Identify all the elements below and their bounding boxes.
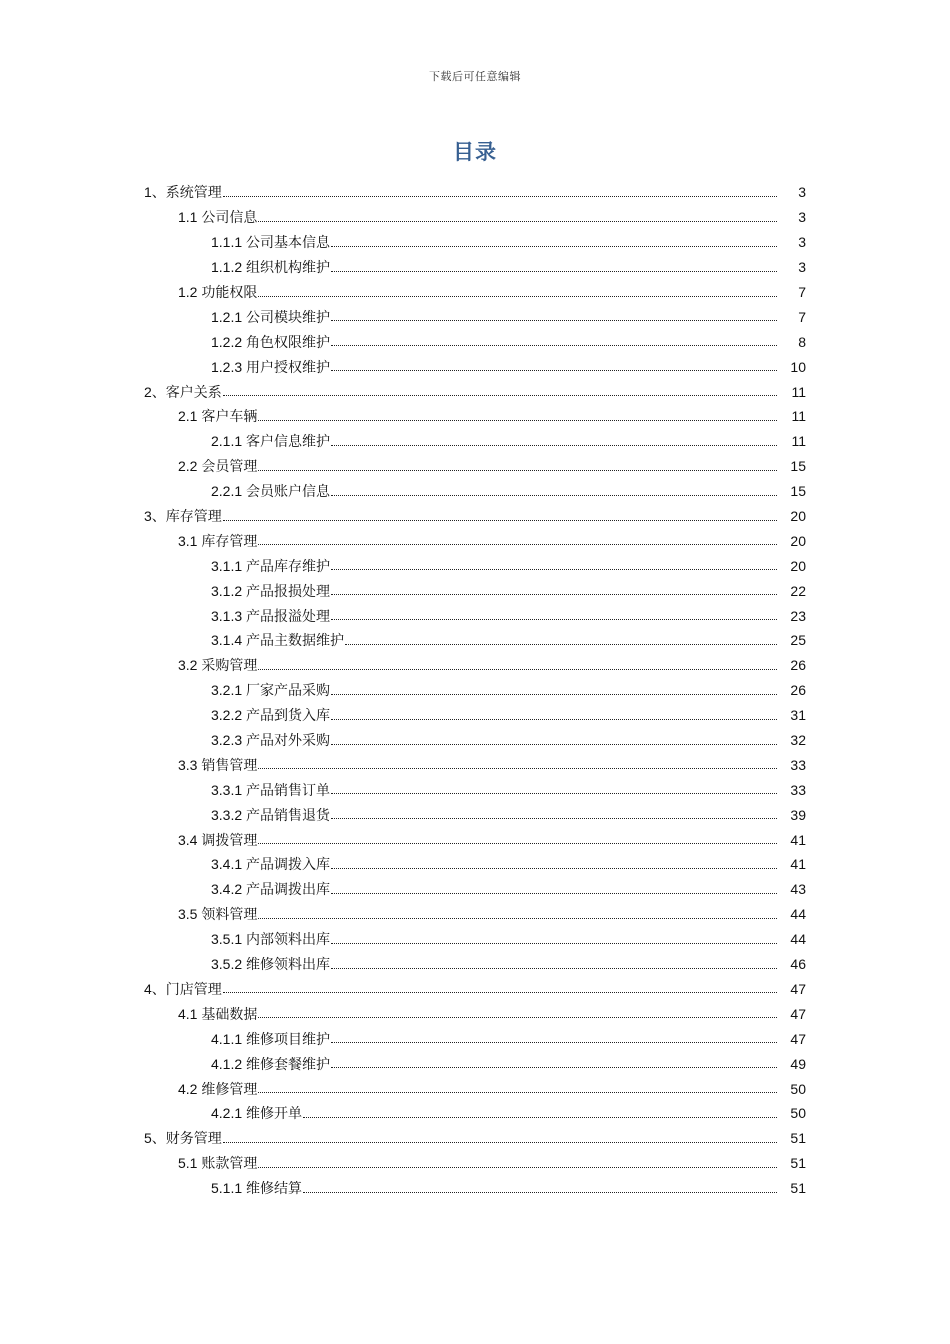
toc-entry-label: 2.2.1 会员账户信息 (211, 483, 331, 500)
toc-page-number: 3 (798, 209, 806, 226)
toc-entry-level-3[interactable] (0, 1051, 950, 1076)
toc-entry-level-3[interactable] (0, 429, 950, 454)
toc-dot-leader (258, 470, 777, 471)
toc-entry-level-1[interactable] (0, 180, 950, 205)
toc-page-number: 43 (790, 881, 806, 898)
toc-entry-level-3[interactable] (0, 877, 950, 902)
toc-dot-leader (331, 1042, 777, 1043)
toc-entry-label: 1.1.2 组织机构维护 (211, 259, 331, 276)
toc-entry-label: 3.3.1 产品销售订单 (211, 781, 331, 798)
toc-page-number: 49 (790, 1055, 806, 1072)
toc-entry-level-3[interactable] (0, 852, 950, 877)
toc-dot-leader (331, 868, 777, 869)
toc-dot-leader (331, 793, 777, 794)
toc-dot-leader (331, 744, 777, 745)
toc-dot-leader (331, 594, 777, 595)
toc-entry-label: 3.3 销售管理 (178, 756, 258, 773)
toc-dot-leader (331, 246, 777, 247)
toc-dot-leader (258, 669, 777, 670)
toc-dot-leader (223, 196, 777, 197)
toc-title: 目录 (453, 139, 497, 164)
toc-dot-leader (331, 370, 777, 371)
toc-page-number: 51 (790, 1155, 806, 1172)
toc-page-number: 3 (798, 184, 806, 201)
toc-dot-leader (258, 918, 777, 919)
toc-entry-label: 2.1.1 客户信息维护 (211, 433, 331, 450)
toc-page-number: 41 (790, 856, 806, 873)
toc-dot-leader (331, 1067, 777, 1068)
toc-dot-leader (331, 893, 777, 894)
toc-entry-label: 4.2.1 维修开单 (211, 1105, 303, 1122)
toc-page-number: 51 (790, 1130, 806, 1147)
toc-entry-level-2[interactable] (0, 827, 950, 852)
page-header-note: 下载后可任意编辑 (429, 71, 521, 83)
toc-page-number: 44 (790, 931, 806, 948)
toc-dot-leader (331, 619, 777, 620)
toc-dot-leader (303, 1117, 777, 1118)
toc-entry-level-2[interactable] (0, 280, 950, 305)
toc-page-number: 26 (790, 682, 806, 699)
toc-entry-level-3[interactable] (0, 329, 950, 354)
toc-entry-label: 3.1.1 产品库存维护 (211, 557, 331, 574)
toc-dot-leader (258, 296, 777, 297)
toc-page-number: 3 (798, 234, 806, 251)
toc-page-number: 41 (790, 831, 806, 848)
toc-entry-label: 3.2.1 厂家产品采购 (211, 682, 331, 699)
toc-entry-level-2[interactable] (0, 653, 950, 678)
toc-entry-label: 5.1 账款管理 (178, 1155, 258, 1172)
toc-entry-level-2[interactable] (0, 205, 950, 230)
toc-entry-level-1[interactable] (0, 379, 950, 404)
toc-page-number: 11 (791, 383, 806, 400)
toc-entry-level-3[interactable] (0, 1176, 950, 1201)
toc-entry-label: 3.2.3 产品对外采购 (211, 732, 331, 749)
toc-page-number: 10 (790, 358, 806, 375)
toc-entry-label: 1.1 公司信息 (178, 209, 258, 226)
toc-page-number: 7 (798, 308, 806, 325)
toc-dot-leader (345, 644, 777, 645)
toc-entry-level-3[interactable] (0, 603, 950, 628)
toc-dot-leader (331, 943, 777, 944)
toc-entry-level-3[interactable] (0, 703, 950, 728)
toc-entry-level-1[interactable] (0, 504, 950, 529)
toc-entry-label: 1、系统管理 (144, 184, 222, 201)
toc-entry-label: 3.4.2 产品调拨出库 (211, 881, 331, 898)
toc-page-number: 33 (790, 756, 806, 773)
toc-entry-level-3[interactable] (0, 553, 950, 578)
toc-entry-level-3[interactable] (0, 952, 950, 977)
toc-dot-leader (331, 569, 777, 570)
toc-page-number: 47 (790, 1005, 806, 1022)
toc-entry-label: 3.5.1 内部领料出库 (211, 931, 331, 948)
toc-page-number: 51 (790, 1180, 806, 1197)
toc-dot-leader (258, 420, 777, 421)
toc-entry-label: 1.2.2 角色权限维护 (211, 333, 331, 350)
toc-dot-leader (331, 345, 777, 346)
toc-dot-leader (331, 271, 777, 272)
toc-page-number: 22 (790, 582, 806, 599)
toc-entry-label: 1.2 功能权限 (178, 284, 258, 300)
toc-dot-leader (258, 1167, 777, 1168)
toc-entry-label: 4.2 维修管理 (178, 1080, 258, 1097)
toc-page-number: 44 (790, 906, 806, 923)
toc-entry-level-3[interactable] (0, 304, 950, 329)
toc-dot-leader (303, 1192, 777, 1193)
toc-dot-leader (258, 544, 777, 545)
toc-entry-label: 3.1.3 产品报溢处理 (211, 607, 331, 624)
toc-entry-label: 3.4.1 产品调拨入库 (211, 856, 331, 873)
toc-entry-level-1[interactable] (0, 1126, 950, 1151)
toc-page-number: 31 (790, 707, 806, 724)
toc-entry-level-2[interactable] (0, 1001, 950, 1026)
toc-dot-leader (223, 395, 777, 396)
toc-entry-level-2[interactable] (0, 752, 950, 777)
toc-dot-leader (331, 445, 777, 446)
toc-entry-level-2[interactable] (0, 1151, 950, 1176)
toc-entry-level-3[interactable] (0, 1101, 950, 1126)
toc-entry-level-1[interactable] (0, 977, 950, 1002)
toc-page-number: 20 (790, 557, 806, 574)
toc-page-number: 11 (791, 408, 806, 425)
toc-dot-leader (258, 768, 777, 769)
toc-dot-leader (331, 694, 777, 695)
toc-page-number: 25 (790, 632, 806, 649)
toc-page-number: 39 (790, 806, 806, 823)
toc-entry-label: 1.2.3 用户授权维护 (211, 358, 331, 375)
toc-dot-leader (258, 843, 777, 844)
toc-entry-level-3[interactable] (0, 927, 950, 952)
toc-page-number: 15 (790, 483, 806, 500)
toc-entry-level-2[interactable] (0, 404, 950, 429)
toc-page-number: 50 (790, 1105, 806, 1122)
toc-page-number: 47 (790, 980, 806, 997)
toc-entry-level-3[interactable] (0, 777, 950, 802)
toc-page-number: 3 (798, 259, 806, 276)
toc-dot-leader (258, 1017, 777, 1018)
toc-entry-level-3[interactable] (0, 230, 950, 255)
toc-entry-label: 2.2 会员管理 (178, 458, 258, 475)
toc-dot-leader (223, 992, 777, 993)
toc-entry-label: 3、库存管理 (144, 508, 222, 525)
toc-entry-level-3[interactable] (0, 628, 950, 653)
toc-page-number: 32 (790, 732, 806, 749)
toc-entry-label: 3.1.2 产品报损处理 (211, 582, 331, 599)
toc-entry-level-2[interactable] (0, 902, 950, 927)
toc-entry-label: 3.1 库存管理 (178, 532, 258, 549)
toc-dot-leader (331, 818, 777, 819)
toc-entry-label: 2.1 客户车辆 (178, 408, 258, 425)
toc-entry-level-2[interactable] (0, 528, 950, 553)
toc-entry-level-3[interactable] (0, 578, 950, 603)
toc-entry-label: 3.5 领料管理 (178, 906, 258, 923)
toc-entry-label: 3.4 调拨管理 (178, 831, 258, 848)
toc-dot-leader (331, 968, 777, 969)
toc-entry-label: 3.2.2 产品到货入库 (211, 707, 331, 724)
table-of-contents (0, 180, 950, 1201)
toc-page-number: 11 (791, 433, 806, 450)
toc-entry-level-2[interactable] (0, 454, 950, 479)
toc-entry-label: 3.2 采购管理 (178, 657, 258, 674)
toc-entry-level-3[interactable] (0, 354, 950, 379)
toc-entry-label: 4.1.1 维修项目维护 (211, 1030, 331, 1047)
toc-dot-leader (258, 1092, 777, 1093)
toc-page-number: 33 (790, 781, 806, 798)
toc-dot-leader (331, 495, 777, 496)
toc-entry-label: 4、门店管理 (144, 980, 222, 997)
toc-entry-level-3[interactable] (0, 479, 950, 504)
toc-entry-label: 5.1.1 维修结算 (211, 1180, 303, 1197)
toc-entry-level-3[interactable] (0, 255, 950, 280)
toc-page-number: 20 (790, 532, 806, 549)
toc-dot-leader (223, 1142, 777, 1143)
toc-entry-level-3[interactable] (0, 728, 950, 753)
toc-dot-leader (331, 320, 777, 321)
toc-dot-leader (258, 221, 777, 222)
toc-page-number: 7 (798, 284, 806, 300)
toc-entry-label: 3.5.2 维修领料出库 (211, 956, 331, 973)
toc-entry-label: 3.1.4 产品主数据维护 (211, 632, 345, 649)
toc-page-number: 23 (790, 607, 806, 624)
toc-page-number: 47 (790, 1030, 806, 1047)
toc-entry-level-2[interactable] (0, 1076, 950, 1101)
toc-entry-level-3[interactable] (0, 802, 950, 827)
toc-page-number: 8 (798, 333, 806, 350)
toc-entry-label: 5、财务管理 (144, 1130, 222, 1147)
toc-entry-label: 3.3.2 产品销售退货 (211, 806, 331, 823)
toc-entry-label: 1.1.1 公司基本信息 (211, 234, 331, 251)
toc-entry-label: 1.2.1 公司模块维护 (211, 308, 331, 325)
toc-entry-level-3[interactable] (0, 1026, 950, 1051)
toc-entry-label: 4.1 基础数据 (178, 1005, 258, 1022)
toc-page-number: 20 (790, 508, 806, 525)
toc-dot-leader (331, 719, 777, 720)
toc-entry-label: 4.1.2 维修套餐维护 (211, 1055, 331, 1072)
toc-entry-level-3[interactable] (0, 678, 950, 703)
toc-page-number: 46 (790, 956, 806, 973)
toc-entry-label: 2、客户关系 (144, 383, 222, 400)
toc-page-number: 50 (790, 1080, 806, 1097)
toc-page-number: 26 (790, 657, 806, 674)
toc-page-number: 15 (790, 458, 806, 475)
toc-dot-leader (223, 520, 777, 521)
